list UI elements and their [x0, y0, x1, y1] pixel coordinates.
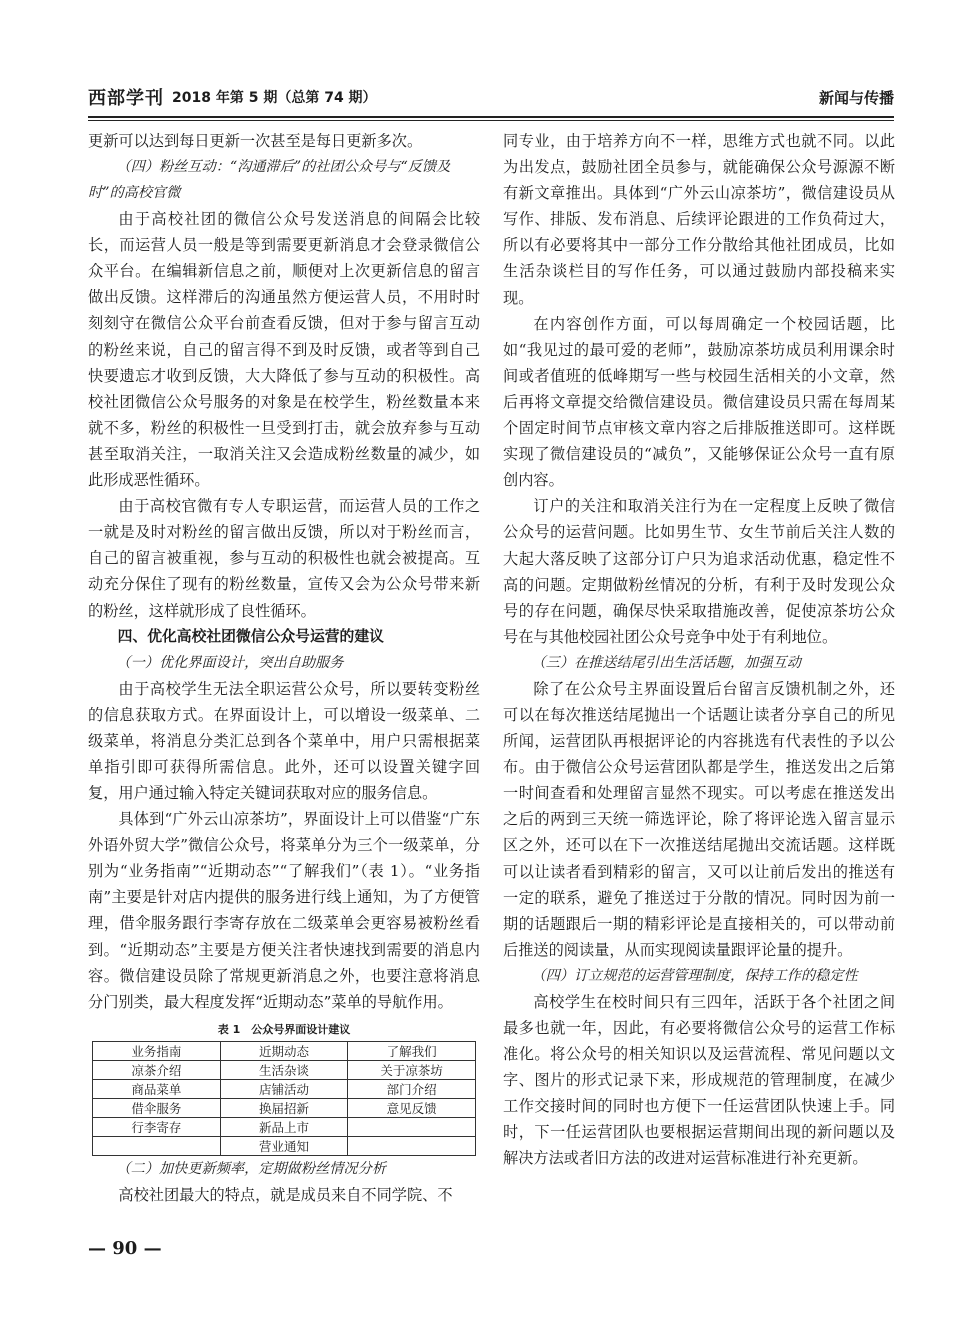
table-cell: 行李寄存	[93, 1117, 221, 1136]
running-header	[88, 84, 894, 114]
table-cell	[348, 1136, 476, 1155]
section-name: 新闻与传播	[818, 89, 894, 107]
table-cell	[93, 1136, 221, 1155]
table-cell: 营业通知	[220, 1136, 348, 1155]
paragraph: 由于高校官微有专人专职运营，而运营人员的工作之一就是及时对粉丝的留言做出反馈，所以对于粉丝而言，自己的留言被重视，参与互动的积极性也就会被提高。互动充分保住了现有的粉丝数量，宣传又会为公众号带来新的粉丝，这样就形成了良性循环。	[88, 497, 480, 620]
paragraph: 在内容创作方面，可以每周确定一个校园话题，比如“我见过的最可爱的老师”，鼓励凉茶坊成员利用课余时间或者值班的低峰期写一些与校园生活相关的小文章，然后再将文章提交给微信建设员。微信建设员只需在每周某个固定时间节点审核文章内容之后排版推送即可。这样既实现了微信建设员的“减负”，又能够保证公众号一直有原创内容。	[503, 314, 895, 490]
paragraph: 由于高校学生无法全职运营公众号，所以要转变粉丝的信息获取方式。在界面设计上，可以增设一级菜单、二级菜单，将消息分类汇总到各个菜单中，用户只需根据菜单指引即可获得所需信息。此外，还可以设置关键字回复，用户通过输入特定关键词获取对应的服务信息。	[88, 679, 480, 802]
subsection-heading: （三）在推送结尾引出生活话题，加强互动	[531, 654, 801, 671]
table-row	[93, 1060, 476, 1079]
issue-info: 2018 年第 5 期（总第 74 期）	[172, 90, 377, 106]
journal-masthead: 西部学刊	[88, 88, 164, 109]
table-cell: 业务指南	[93, 1041, 221, 1060]
subsection-heading: （一）优化界面设计，突出自助服务	[116, 654, 344, 671]
paragraph: 高校学生在校时间只有三四年，活跃于各个社团之间最多也就一年，因此，有必要将微信公众号的运营工作标准化。将公众号的相关知识以及运营流程、常见问题以文字、图片的形式记录下来，形成规范的管理制度，在减少工作交接时间的同时也方便下一任运营团队快速上手。同时，下一任运营团队也要根据运营期间出现的新问题以及解决方法或者旧方法的改进对运营标准进行补充更新。	[503, 992, 895, 1168]
right-column	[503, 128, 895, 1172]
paragraph: 除了在公众号主界面设置后台留言反馈机制之外，还可以在每次推送结尾抛出一个话题让读者分享自己的所见所闻，运营团队再根据评论的内容挑选有代表性的予以公布。由于微信公众号运营团队都是学生，推送发出之后第一时间查看和处理留言显然不现实。可以考虑在推送发出之后的两到三天统一筛选评论，除了将评论选入留言显示区之外，还可以在下一次推送结尾抛出交流话题。这样既可以让读者看到精彩的留言，又可以让前后发出的推送有一定的联系，避免了推送过于分散的情况。同时因为前一期的话题跟后一期的精彩评论是直接相关的，可以带动前后推送的阅读量，从而实现阅读量跟评论量的提升。	[503, 679, 895, 959]
table-cell: 近期动态	[220, 1041, 348, 1060]
table-cell: 关于凉茶坊	[348, 1060, 476, 1079]
table-row	[93, 1041, 476, 1060]
header-rule-thin	[88, 120, 894, 121]
left-column	[88, 128, 480, 1208]
page-number: — 90 —	[88, 1238, 162, 1259]
table-cell: 生活杂谈	[220, 1060, 348, 1079]
table-cell: 店铺活动	[220, 1079, 348, 1098]
paragraph: 高校社团最大的特点，就是成员来自不同学院、不	[118, 1185, 453, 1204]
subsection-heading: （四）粉丝互动：“沟通滞后”的社团公众号与“反馈及时”的高校官微	[88, 159, 451, 202]
paragraph: 具体到“广外云山凉茶坊”，界面设计上可以借鉴“广东外语外贸大学”微信公众号，将菜单分为三个一级菜单，分别为“业务指南”“近期动态”“了解我们”（表 1）。“业务指南”主要是针对店内提供的服务进行线上通知，为了方便管理，借伞服务跟行李寄存放在二级菜单会更容易被粉丝看到。“近期动态”主要是方便关注者快速找到需要的消息内容。微信建设员除了常规更新消息之外，也要注意将消息分门别类，最大程度发挥“近期动态”菜单的导航作用。	[88, 810, 480, 1011]
paragraph: 更新可以达到每日更新一次甚至是每日更新多次。	[88, 132, 423, 150]
table-cell: 换届招新	[220, 1098, 348, 1117]
table-cell	[348, 1117, 476, 1136]
paragraph: 由于高校社团的微信公众号发送消息的间隔会比较长，而运营人员一般是等到需要更新消息才会登录微信公众平台。在编辑新信息之前，顺便对上次更新信息的留言做出反馈。这样滞后的沟通虽然方便运营人员，不用时时刻刻守在微信公众平台前查看反馈，但对于参与留言互动的粉丝来说，自己的留言得不到及时反馈，或者等到自己快要遗忘才收到反馈，大大降低了参与互动的积极性。高校社团微信公众号服务的对象是在校学生，粉丝数量本来就不多，粉丝的积极性一旦受到打击，就会放弃参与互动甚至取消关注，一取消关注又会造成粉丝数量的减少，如此形成恶性循环。	[88, 210, 480, 490]
table-row	[93, 1079, 476, 1098]
subsection-heading: （二）加快更新频率，定期做粉丝情况分析	[116, 1160, 386, 1177]
table-cell: 新品上市	[220, 1117, 348, 1136]
paragraph: 订户的关注和取消关注行为在一定程度上反映了微信公众号的运营问题。比如男生节、女生节前后关注人数的大起大落反映了这部分订户只为追求活动优惠，稳定性不高的问题。定期做粉丝情况的分析，有利于及时发现公众号的存在问题，确保尽快采取措施改善，促使凉茶坊公众号在与其他校园社团公众号竞争中处于有利地位。	[503, 497, 895, 646]
table-cell: 借伞服务	[93, 1098, 221, 1117]
table-row	[93, 1098, 476, 1117]
table-caption: 表 1 公众号界面设计建议	[217, 1022, 351, 1036]
paragraph: 同专业，由于培养方向不一样，思维方式也就不同。以此为出发点，鼓励社团全员参与，就能确保公众号源源不断有新文章推出。具体到“广外云山凉茶坊”，微信建设员从写作、排版、发布消息、后续评论跟进的工作负荷过大，所以有必要将其中一部分工作分散给其他社团成员，比如生活杂谈栏目的写作任务，可以通过鼓励内部投稿来实现。	[503, 132, 895, 307]
table-row	[93, 1117, 476, 1136]
table-cell: 意见反馈	[348, 1098, 476, 1117]
menu-design-table	[92, 1041, 476, 1156]
table-cell: 凉茶介绍	[93, 1060, 221, 1079]
section-heading: 四、优化高校社团微信公众号运营的建议	[117, 627, 384, 645]
table-cell: 商品菜单	[93, 1079, 221, 1098]
table-row	[93, 1136, 476, 1155]
table-cell: 部门介绍	[348, 1079, 476, 1098]
table-cell: 了解我们	[348, 1041, 476, 1060]
subsection-heading: （四）订立规范的运营管理制度，保持工作的稳定性	[531, 967, 858, 984]
header-rule-thick	[88, 116, 894, 118]
